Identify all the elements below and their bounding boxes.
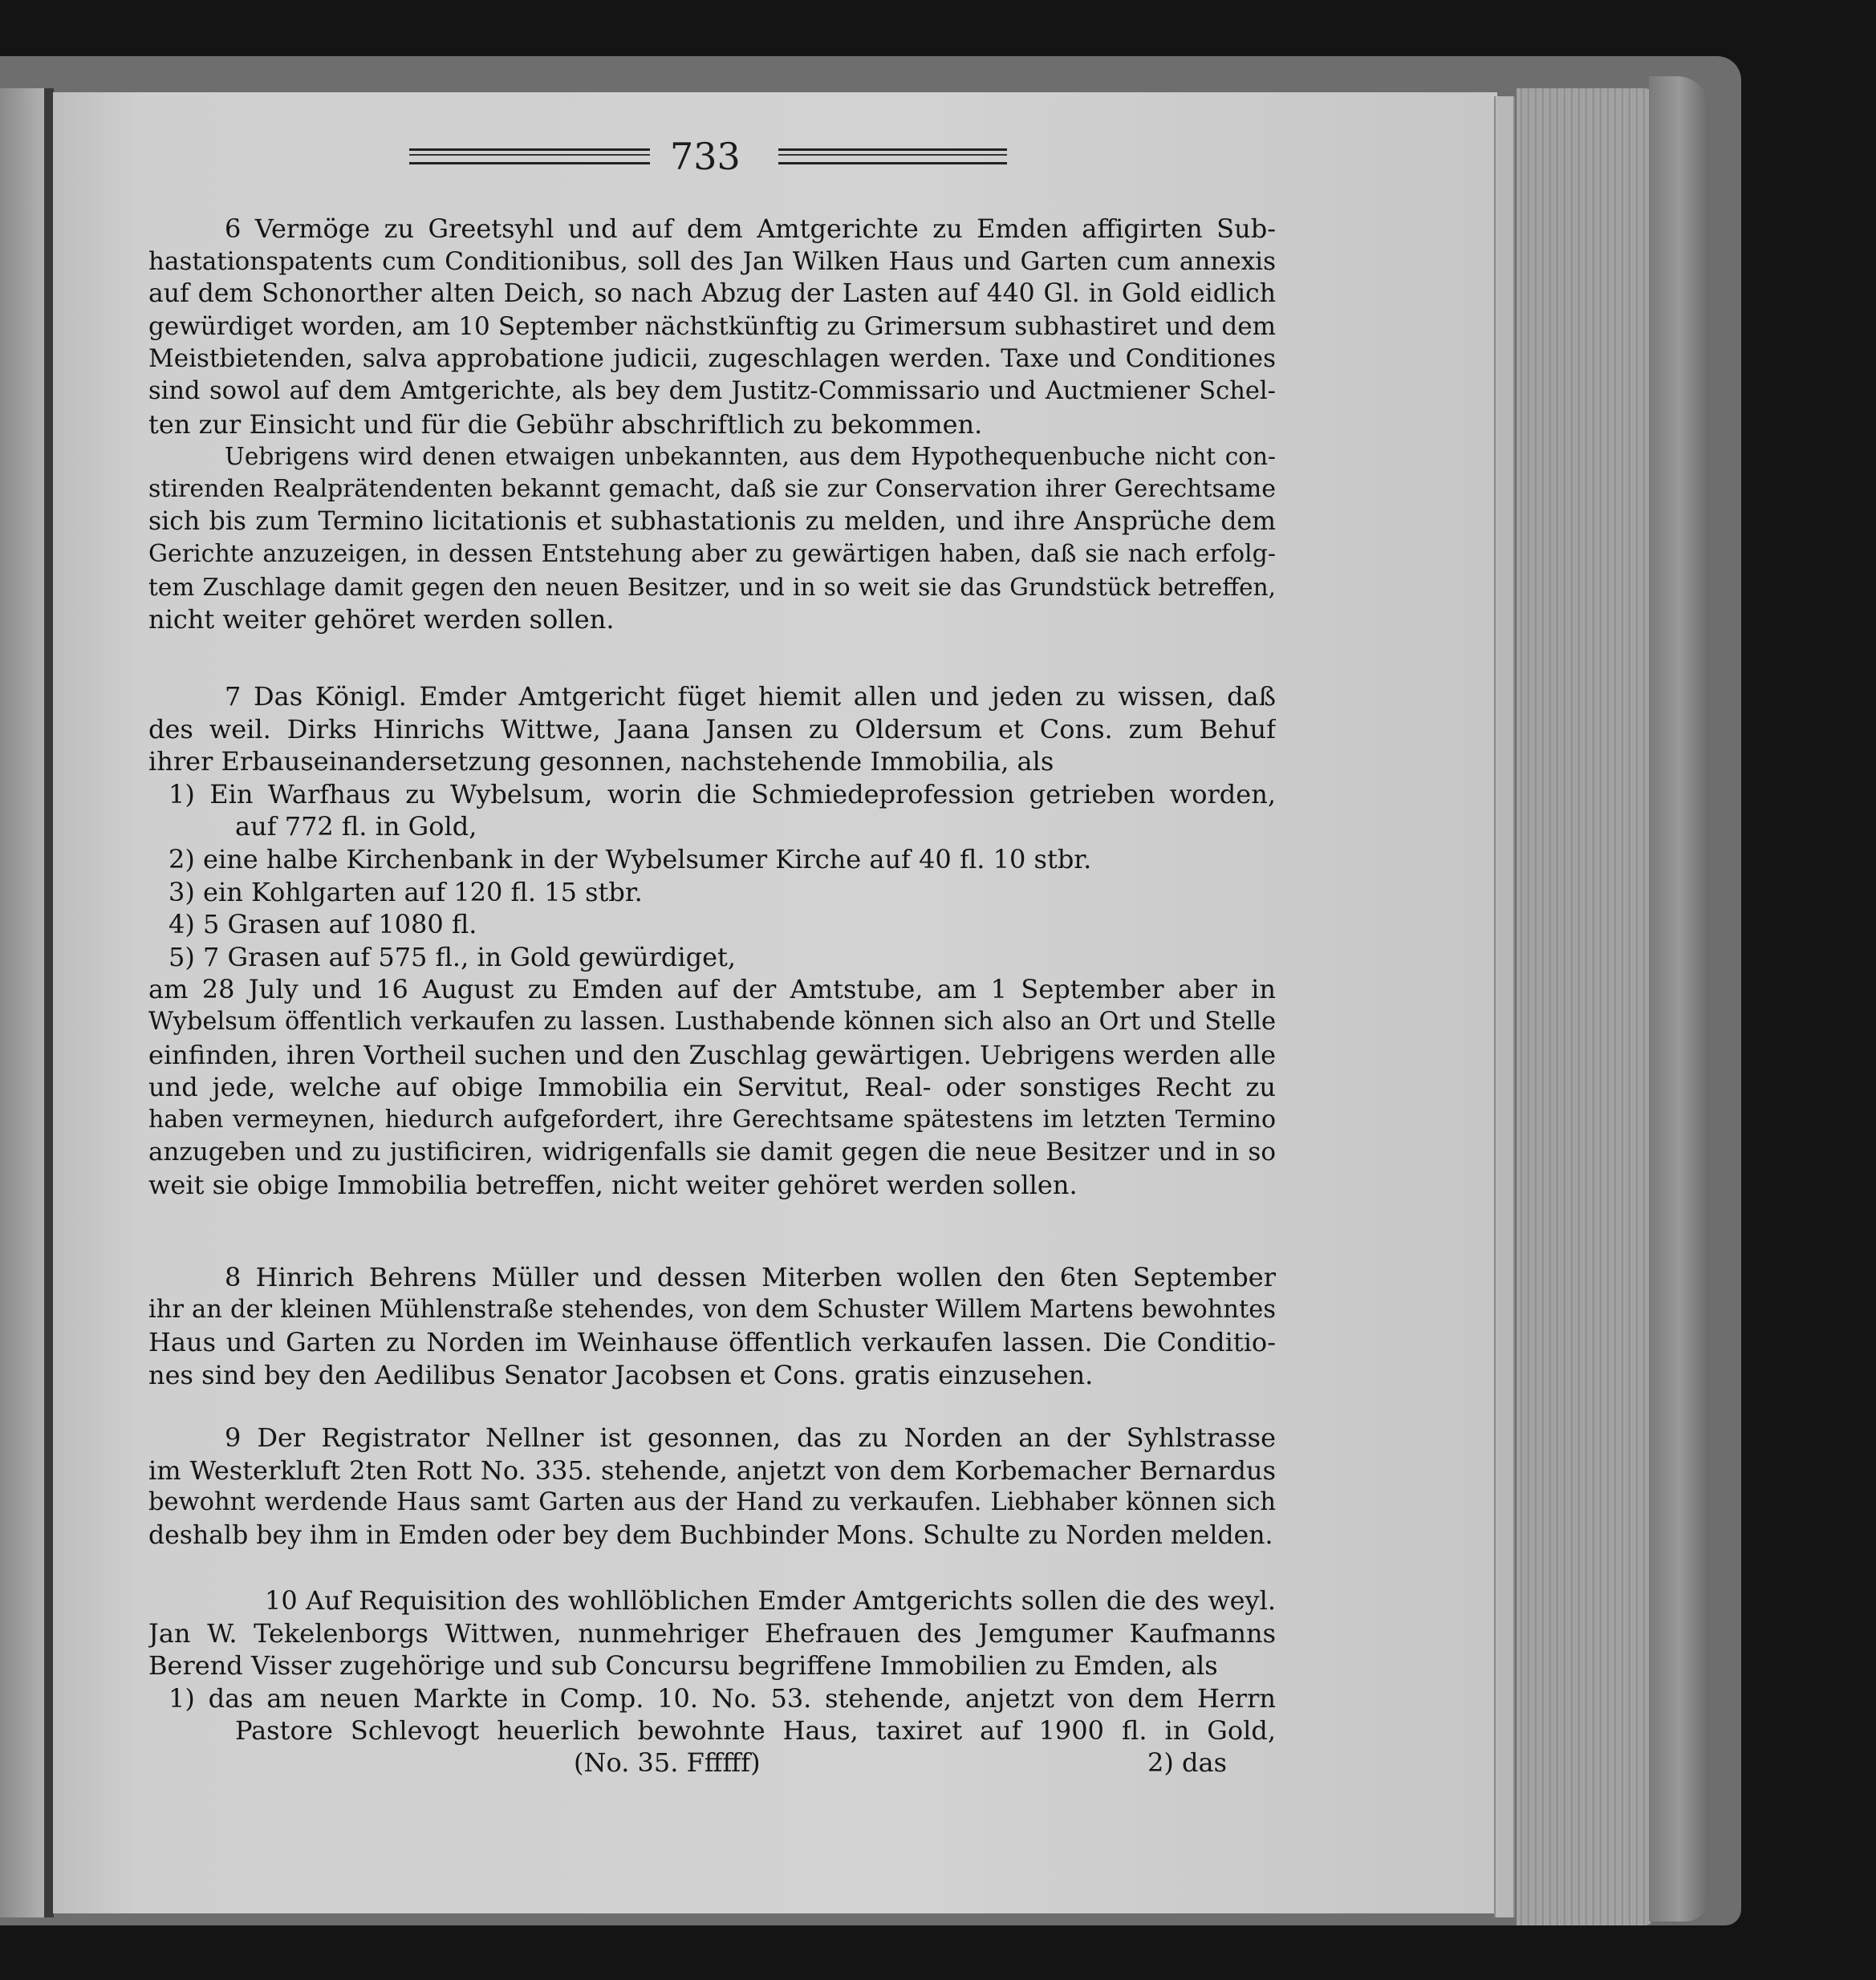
text-line: weit sie obige Immobilia betreffen, nicht weiter gehöret werden sollen.	[148, 1169, 1078, 1200]
list-item: 1) das am neuen Markte in Comp. 10. No. 53. stehende, anjetzt von dem Herrn	[169, 1682, 1276, 1714]
text-line: sich bis zum Termino licitationis et subhastationis zu melden, und ihre Ansprüche dem	[148, 507, 1276, 537]
catchword: 2) das	[1147, 1747, 1227, 1778]
header-rule-right	[778, 148, 1007, 164]
header-rule-left	[409, 148, 650, 164]
text-line: anzugeben und zu justificiren, widrigenfalls sie damit gegen die neue Besitzer und in so	[148, 1138, 1276, 1167]
text-line: deshalb bey ihm in Emden oder bey dem Buchbinder Mons. Schulte zu Norden melden.	[148, 1520, 1273, 1550]
text-line: Wybelsum öffentlich verkaufen zu lassen. Lusthabende können sich also an Ort und Stelle	[148, 1007, 1276, 1036]
section-6	[148, 213, 1276, 636]
text-line: gewürdiget worden, am 10 September nächstkünftig zu Grimersum subhastiret und dem	[148, 311, 1276, 341]
text-line: stirenden Realprätendenten bekannt gemacht, daß sie zur Conservation ihrer Gerechtsame	[148, 474, 1276, 503]
list-item: 3) ein Kohlgarten auf 120 fl. 15 stbr.	[169, 876, 643, 907]
text-line: Berend Visser zugehörige und sub Concursu begriffene Immobilien zu Emden, als	[148, 1650, 1218, 1682]
text-line: Haus und Garten zu Norden im Weinhause öffentlich verkaufen lassen. Die Conditio-	[148, 1327, 1276, 1358]
left-page-edge	[0, 88, 48, 1917]
text-line: ihrer Erbauseinandersetzung gesonnen, nachstehende Immobilia, als	[148, 746, 1054, 777]
cover-edge	[1649, 76, 1709, 1921]
text-line: sind sowol auf dem Amtgerichte, als bey dem Justitz-Commissario und Auctmiener Schel-	[148, 376, 1276, 405]
page-number: 733	[670, 135, 741, 178]
text-line: am 28 July und 16 August zu Emden auf der Amtstube, am 1 September aber in	[148, 974, 1276, 1005]
page-edge	[1494, 96, 1515, 1917]
text-line: Jan W. Tekelenborgs Wittwen, nunmehriger Ehefrauen des Jemgumer Kaufmanns	[148, 1617, 1276, 1649]
text-line: ten zur Einsicht und für die Gebühr abschriftlich zu bekommen.	[148, 408, 983, 440]
text-line: 7 Das Königl. Emder Amtgericht füget hiemit allen und jeden zu wissen, daß	[225, 681, 1276, 712]
text-line: 8 Hinrich Behrens Müller und dessen Miterben wollen den 6ten September	[225, 1262, 1276, 1292]
text-block-edges	[1517, 88, 1653, 1925]
list-item: 2) eine halbe Kirchenbank in der Wybelsumer Kirche auf 40 fl. 10 stbr.	[169, 843, 1092, 874]
section-9	[148, 1422, 1276, 1552]
text-line: nes sind bey den Aedilibus Senator Jacobsen et Cons. gratis einzusehen.	[148, 1359, 1094, 1390]
section-7	[148, 680, 1276, 1202]
text-line: haben vermeynen, hiedurch aufgefordert, ihre Gerechtsame spätestens im letzten Termino	[148, 1105, 1276, 1134]
section-10	[148, 1584, 1276, 1747]
text-line: einfinden, ihren Vortheil suchen und den Zuschlag gewärtigen. Uebrigens werden alle	[148, 1039, 1276, 1070]
text-line: bewohnt werdende Haus samt Garten aus der Hand zu verkaufen. Liebhaber können sich	[148, 1488, 1276, 1517]
text-line: ihr an der kleinen Mühlenstraße stehendes, von dem Schuster Willem Martens bewohntes	[148, 1295, 1276, 1324]
printer-signature: (No. 35. Ffffff)	[574, 1747, 761, 1778]
list-item: 5) 7 Grasen auf 575 fl., in Gold gewürdiget,	[169, 941, 737, 972]
list-item: 4) 5 Grasen auf 1080 fl.	[169, 909, 477, 940]
text-line: Uebrigens wird denen etwaigen unbekannten, aus dem Hypothequenbuche nicht con-	[225, 443, 1276, 471]
text-line: tem Zuschlage damit gegen den neuen Besitzer, und in so weit sie das Grundstück betreffen,	[148, 573, 1276, 601]
text-line: auf dem Schonorther alten Deich, so nach Abzug der Lasten auf 440 Gl. in Gold eidlich	[148, 279, 1276, 309]
text-line: 10 Auf Requisition des wohllöblichen Emder Amtgerichts sollen die des weyl.	[265, 1585, 1276, 1616]
text-line: Pastore Schlevogt heuerlich bewohnte Haus, taxiret auf 1900 fl. in Gold,	[235, 1715, 1276, 1747]
text-line: des weil. Dirks Hinrichs Wittwe, Jaana Jansen zu Oldersum et Cons. zum Behuf	[148, 713, 1276, 745]
text-line: im Westerkluft 2ten Rott No. 335. stehende, anjetzt von dem Korbemacher Bernardus	[148, 1455, 1276, 1486]
text-line: 6 Vermöge zu Greetsyhl und auf dem Amtgerichte zu Emden affigirten Sub-	[225, 213, 1276, 244]
list-item: auf 772 fl. in Gold,	[235, 811, 477, 842]
list-item: 1) Ein Warfhaus zu Wybelsum, worin die Schmiedeprofession getrieben worden,	[169, 778, 1276, 809]
text-line: und jede, welche auf obige Immobilia ein Servitut, Real- oder sonstiges Recht zu	[148, 1072, 1276, 1103]
text-line: Meistbietenden, salva approbatione judicii, zugeschlagen werden. Taxe und Conditiones	[148, 344, 1276, 374]
text-line: nicht weiter gehöret werden sollen.	[148, 604, 615, 635]
text-line: 9 Der Registrator Nellner ist gesonnen, das zu Norden an der Syhlstrasse	[225, 1422, 1276, 1453]
section-8	[148, 1261, 1276, 1391]
text-line: Gerichte anzuzeigen, in dessen Entstehung aber zu gewärtigen haben, daß sie nach erfolg-	[148, 539, 1276, 568]
text-line: hastationspatents cum Conditionibus, soll des Jan Wilken Haus und Garten cum annexis	[148, 246, 1276, 276]
